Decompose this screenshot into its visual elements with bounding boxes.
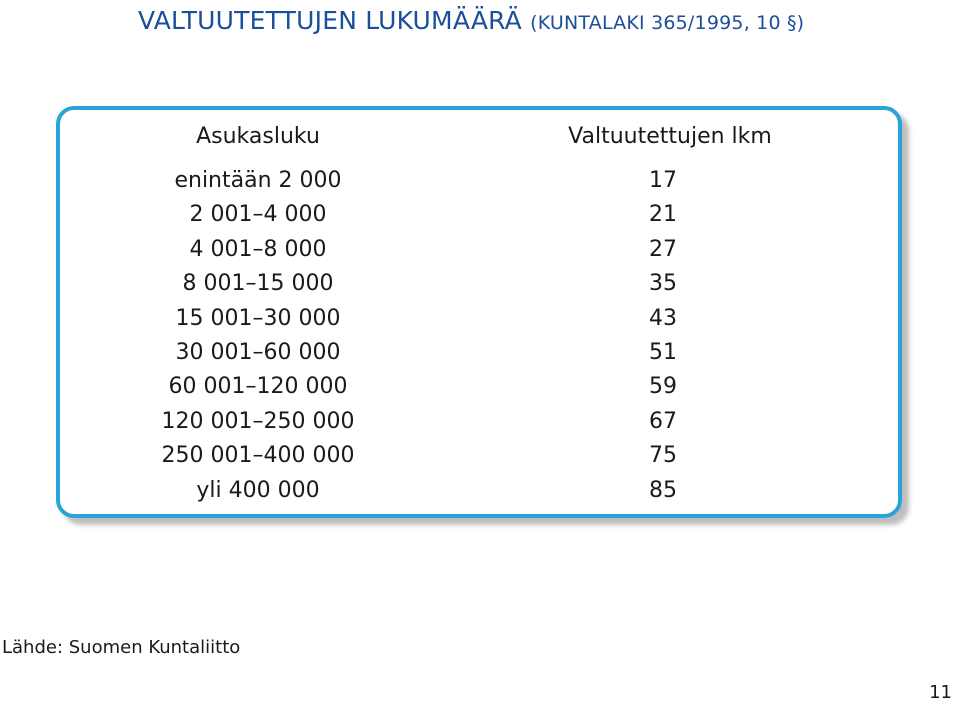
table-row bbox=[60, 474, 898, 508]
table-row bbox=[60, 336, 898, 370]
table-body bbox=[60, 164, 898, 508]
population-cell: 30 001–60 000 bbox=[175, 339, 341, 365]
count-cell: 51 bbox=[649, 339, 677, 365]
count-cell: 27 bbox=[649, 236, 677, 262]
header-council-count: Valtuutettujen lkm bbox=[568, 124, 772, 149]
table-row bbox=[60, 370, 898, 404]
population-cell: enintään 2 000 bbox=[174, 168, 342, 193]
table-row bbox=[60, 198, 898, 232]
population-cell: 250 001–400 000 bbox=[161, 443, 355, 469]
council-size-table bbox=[56, 106, 902, 518]
population-cell: 4 001–8 000 bbox=[189, 236, 327, 262]
header-population: Asukasluku bbox=[196, 124, 320, 149]
population-cell: 60 001–120 000 bbox=[168, 374, 348, 400]
page-title-main: VALTUUTETTUJEN LUKUMÄÄRÄ bbox=[138, 6, 522, 35]
page-title-subtitle: (KUNTALAKI 365/1995, 10 §) bbox=[530, 12, 805, 34]
count-cell: 21 bbox=[649, 202, 677, 228]
count-cell: 59 bbox=[649, 374, 677, 400]
table-row bbox=[60, 164, 898, 198]
table-header bbox=[60, 124, 898, 158]
page-number: 11 bbox=[929, 682, 952, 703]
population-cell: 15 001–30 000 bbox=[175, 305, 341, 331]
page-title bbox=[138, 6, 804, 35]
count-cell: 35 bbox=[649, 271, 677, 297]
population-cell: 120 001–250 000 bbox=[161, 408, 355, 434]
population-cell: 2 001–4 000 bbox=[189, 202, 327, 228]
count-cell: 17 bbox=[649, 168, 677, 193]
source-note: Lähde: Suomen Kuntaliitto bbox=[2, 637, 241, 658]
count-cell: 67 bbox=[649, 408, 677, 434]
table-row bbox=[60, 439, 898, 473]
population-cell: yli 400 000 bbox=[196, 477, 320, 503]
table-row bbox=[60, 267, 898, 301]
count-cell: 85 bbox=[649, 477, 677, 503]
count-cell: 75 bbox=[649, 443, 677, 469]
table-row bbox=[60, 405, 898, 439]
population-cell: 8 001–15 000 bbox=[182, 271, 334, 297]
table-row bbox=[60, 302, 898, 336]
count-cell: 43 bbox=[649, 305, 677, 331]
table-row bbox=[60, 233, 898, 267]
